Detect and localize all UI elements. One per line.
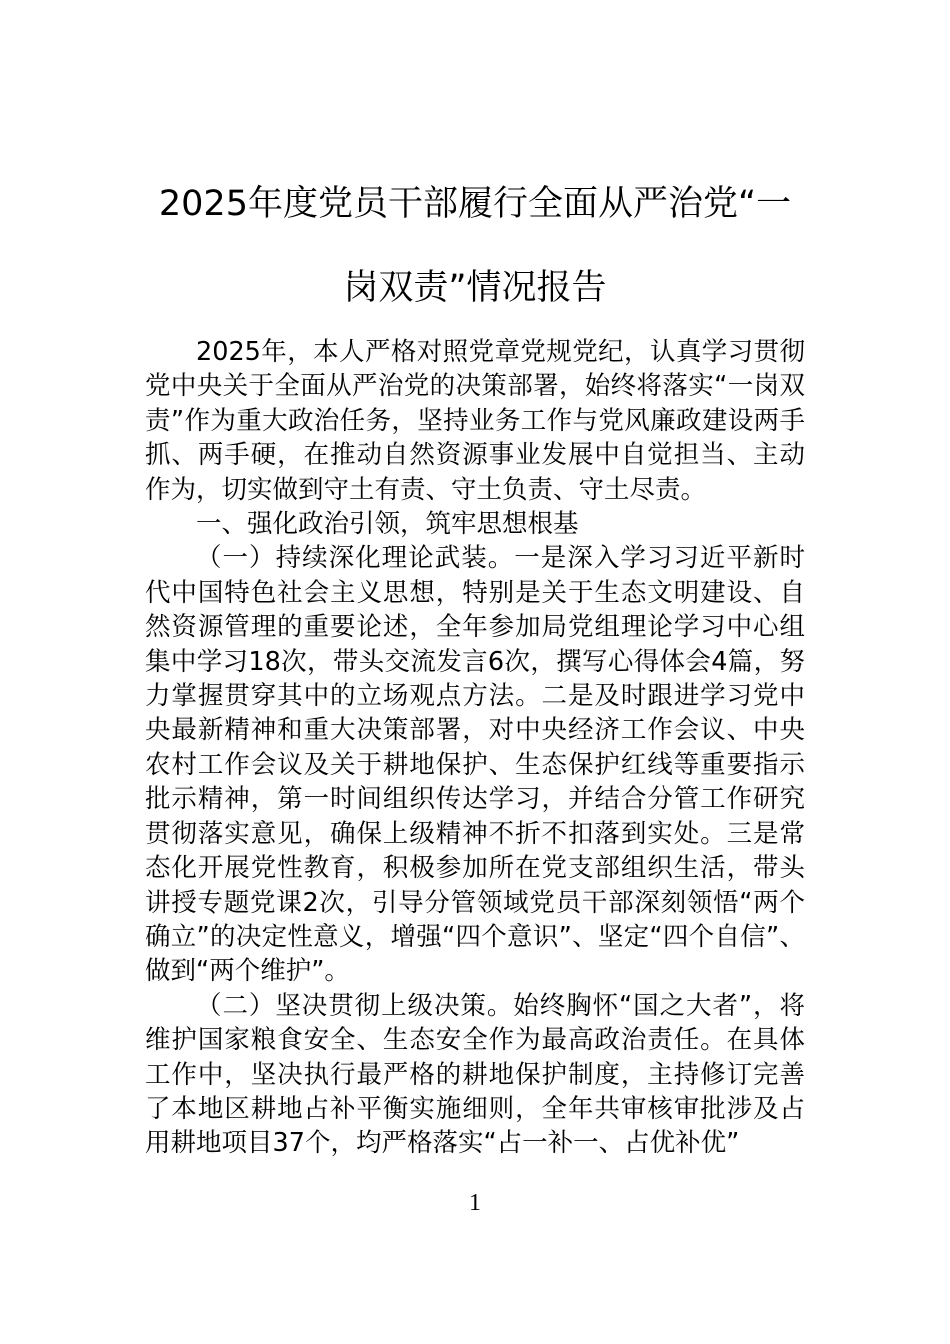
section-heading-1: 一、强化政治引领，筑牢思想根基 [196, 509, 579, 540]
subsection-paragraph-2: （二）坚决贯彻上级决策。始终胸怀“国之大者”，将维护国家粮食安全、生态安全作为最高政治责任。在具体工作中，坚决执行最严格的耕地保护制度，主持修订完善了本地区耕地占补平衡实施细则，全年共审核审批涉及占用耕地项目37个，均严格落实“占一补一、占优补优” [145, 990, 805, 1159]
document-body [145, 335, 805, 1161]
document-title: 2025年度党员干部履行全面从严治党“一岗双责”情况报告 [158, 184, 792, 308]
page-number: 1 [469, 1190, 481, 1216]
subsection-paragraph-1: （一）持续深化理论武装。一是深入学习习近平新时代中国特色社会主义思想，特别是关于生态文明建设、自然资源管理的重要论述，全年参加局党组理论学习中心组集中学习18次，带头交流发言6次，撰写心得体会4篇，努力掌握贯穿其中的立场观点方法。二是及时跟进学习党中央最新精神和重大决策部署，对中央经济工作会议、中央农村工作会议及关于耕地保护、生态保护红线等重要指示批示精神，第一时间组织传达学习，并结合分管工作研究贯彻落实意见，确保上级精神不折不扣落到实处。三是常态化开展党性教育，积极参加所在党支部组织生活，带头讲授专题党课2次，引导分管领域党员干部深刻领悟“两个确立”的决定性意义，增强“四个意识”、坚定“四个自信”、做到“两个维护”。 [145, 543, 805, 987]
intro-paragraph: 2025年，本人严格对照党章党规党纪，认真学习贯彻党中央关于全面从严治党的决策部署，始终将落实“一岗双责”作为重大政治任务，坚持业务工作与党风廉政建设两手抓、两手硬，在推动自然资源事业发展中自觉担当、主动作为，切实做到守土有责、守土负责、守土尽责。 [145, 337, 805, 505]
